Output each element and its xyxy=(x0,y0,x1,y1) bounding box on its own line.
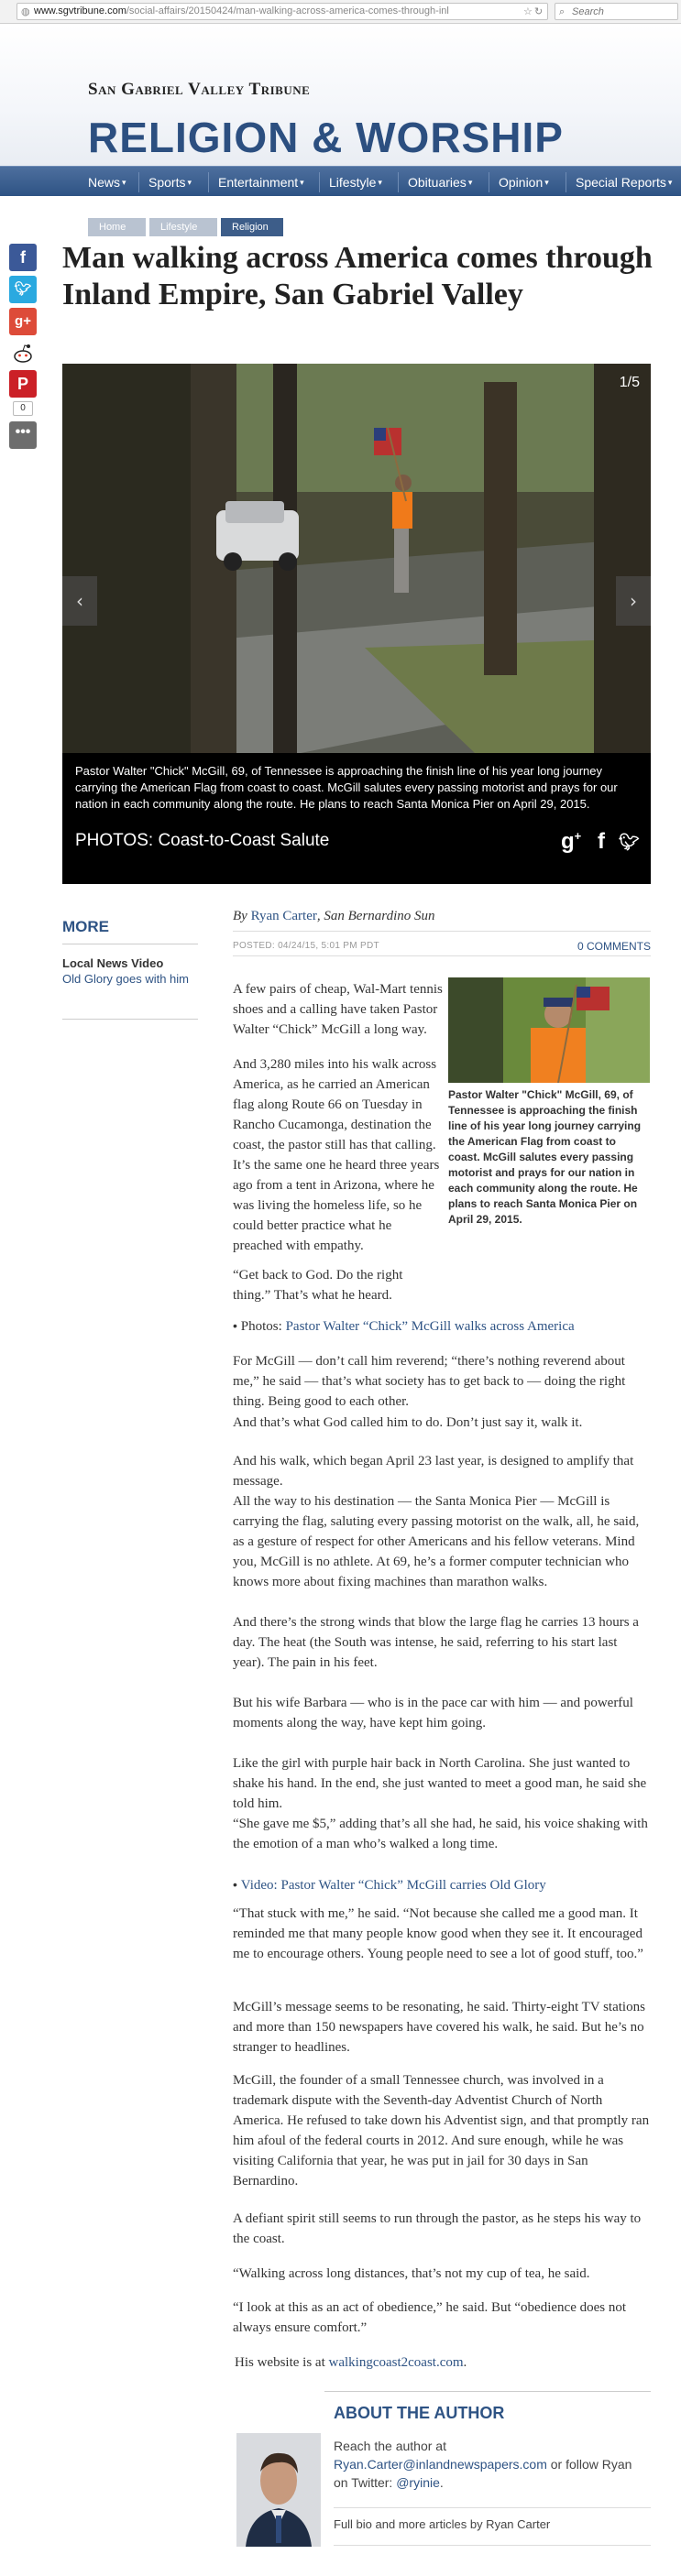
website-suffix: . xyxy=(463,2355,467,2370)
main-nav xyxy=(0,166,681,196)
divider xyxy=(334,2545,651,2546)
byline-prefix: By xyxy=(233,909,247,923)
author-follow-label: or follow Ryan on Twitter: xyxy=(334,2457,632,2490)
browser-search[interactable] xyxy=(555,3,678,20)
breadcrumb-religion[interactable]: Religion xyxy=(221,218,283,236)
nav-item-opinion[interactable]: Opinion ▾ xyxy=(499,175,549,190)
photos-link[interactable]: Pastor Walter “Chick” McGill walks across America xyxy=(285,1319,575,1334)
article-paragraph: For McGill — don’t call him reverend; “there’s nothing reverend about me,” he said — that’s what society has to get back to — doing the right thing. Being good to each other. xyxy=(233,1354,626,1409)
author-twitter-link[interactable]: @ryinie xyxy=(396,2475,440,2490)
photo-gallery xyxy=(62,364,651,884)
reload-icon[interactable]: ↻ xyxy=(534,5,544,17)
full-bio-link[interactable]: Full bio and more articles by Ryan Carter xyxy=(334,2517,551,2531)
article-paragraph: Like the girl with purple hair back in North Carolina. She just wanted to shake his hand. In the end, she just wanted to meet a good man, he said she told him. xyxy=(233,1756,647,1811)
gallery-photo[interactable] xyxy=(62,364,651,753)
breadcrumb-home[interactable]: Home xyxy=(88,218,146,236)
nav-divider xyxy=(138,172,139,192)
article-paragraph: “I look at this as an act of obedience,” he said. But “obedience does not always ensure comfort.” xyxy=(233,2300,627,2335)
nav-item-sports[interactable]: Sports ▾ xyxy=(148,175,192,190)
article-paragraph: All the way to his destination — the Santa Monica Pier — McGill is carrying the flag, saluting every passing motorist on the walk, all, he said, as a gesture of respect for other Americans and his fellow veterans. Mind you, McGill is no athlete. At 69, he’s a former computer technician who knows more about fixing machines than marathon walks. xyxy=(233,1494,640,1589)
nav-item-lifestyle[interactable]: Lifestyle ▾ xyxy=(329,175,382,190)
inline-photo-caption: Pastor Walter "Chick" McGill, 69, of Tennessee is approaching the finish line of his year long journey carrying the American Flag from coast to coast. McGill salutes every passing motorist and prays for our nation in each community along the route. He plans to reach Santa Monica Pier on April 29, 2015. xyxy=(448,1088,642,1226)
publication: , San Bernardino Sun xyxy=(316,909,435,923)
author-email-link[interactable]: Ryan.Carter@inlandnewspapers.com xyxy=(334,2457,547,2472)
nav-divider xyxy=(398,172,399,192)
gallery-counter: 1/5 xyxy=(619,375,640,390)
search-input[interactable] xyxy=(572,5,673,18)
pinterest-share-icon[interactable]: P xyxy=(9,370,37,398)
nav-divider xyxy=(208,172,209,192)
article-paragraph: A defiant spirit still seems to run through the pastor, as he steps his way to the coast. xyxy=(233,2211,642,2246)
facebook-share-icon[interactable]: f xyxy=(9,244,37,271)
share-count: 0 xyxy=(13,401,33,416)
nav-item-entertainment[interactable]: Entertainment ▾ xyxy=(218,175,304,190)
photos-prefix: Photos: xyxy=(240,1319,282,1334)
article-paragraph: And that’s what God called him to do. Don’t just say it, walk it. xyxy=(233,1415,583,1430)
nav-item-news[interactable]: News ▾ xyxy=(88,175,126,190)
article-paragraph: “Walking across long distances, that’s not my cup of tea, he said. xyxy=(233,2266,590,2281)
article-paragraph: McGill’s message seems to be resonating, he said. Thirty-eight TV stations and more than 150 newspapers have covered his walk, he said. But he’s no stranger to headlines. xyxy=(233,2000,645,2055)
article-paragraph: McGill, the founder of a small Tennessee church, was involved in a trademark dispute with the Seventh-day Adventist Church of North America. He refused to take down his Adventist sign, and that promptly ran him afoul of the federal courts in 2012. And sure enough, while he was visiting California that year, he was put in jail for 30 days in San Bernardino. xyxy=(233,2073,650,2189)
twitter-icon[interactable]: 🐦︎ xyxy=(619,833,640,851)
more-heading: MORE xyxy=(62,918,109,935)
facebook-icon[interactable]: f xyxy=(598,829,605,854)
googleplus-share-icon[interactable]: g+ xyxy=(9,308,37,335)
gallery-caption: Pastor Walter "Chick" McGill, 69, of Tennessee is approaching the finish line of his year long journey carrying the American Flag from coast to coast. McGill salutes every passing motorist and prays for our nation in each community along the route. He plans to reach Santa Monica Pier on April 29, 2015. xyxy=(75,764,618,811)
video-link[interactable]: Video: Pastor Walter “Chick” McGill carries Old Glory xyxy=(240,1878,546,1893)
article-paragraph: “Get back to God. Do the right thing.” That’s what he heard. xyxy=(233,1268,403,1303)
author-contact: Reach the author at Ryan.Carter@inlandnewspapers.com or follow Ryan on Twitter: @ryinie. xyxy=(334,2439,632,2490)
bookmark-star-icon[interactable]: ☆ xyxy=(523,5,533,17)
address-url[interactable]: www.sgvtribune.com/social-affairs/20150424/man-walking-across-america-comes-through-inl xyxy=(34,5,449,16)
divider xyxy=(62,1019,198,1020)
author-reach-label: Reach the author at xyxy=(334,2439,446,2453)
about-author-heading: ABOUT THE AUTHOR xyxy=(334,2404,505,2422)
inline-photo[interactable] xyxy=(448,977,650,1083)
search-icon: ⌕ xyxy=(559,5,566,17)
address-bar[interactable] xyxy=(16,3,548,20)
section-title[interactable]: RELIGION & WORSHIP xyxy=(88,114,564,161)
website-link[interactable]: walkingcoast2coast.com xyxy=(328,2355,464,2370)
posted-date: POSTED: 04/24/15, 5:01 PM PDT xyxy=(233,941,379,951)
article-paragraph: And 3,280 miles into his walk across America, as he carried an American flag along Route 66 on Tuesday in Rancho Cucamonga, destination the coast, the pastor still has that calling. It’s the same one he heard three years ago from a tent in Arizona, where he was living the homeless life, so he could better practice what he preached with empathy. xyxy=(233,1057,440,1253)
article-paragraph: A few pairs of cheap, Wal-Mart tennis shoes and a calling have taken Pastor Walter “Chick” McGill a long way. xyxy=(233,982,443,1037)
reddit-share-icon[interactable] xyxy=(9,340,37,367)
article-paragraph xyxy=(233,1874,651,1895)
article-paragraph: But his wife Barbara — who is in the pace car with him — and powerful moments along the way, have kept him going. xyxy=(233,1696,633,1730)
divider xyxy=(334,2507,651,2508)
more-share-icon[interactable]: ••• xyxy=(9,421,37,449)
article-paragraph xyxy=(235,2352,653,2373)
article-paragraph: “That stuck with me,” he said. “Not because she called me a good man. It reminded me that many people know good when they see it. It encouraged me to encourage others. Young people need to see a lot of good stuff, too.” xyxy=(233,1906,643,1961)
breadcrumb-lifestyle[interactable]: Lifestyle xyxy=(149,218,217,236)
article-paragraph xyxy=(233,1315,651,1337)
gallery-prev-button[interactable]: ‹ xyxy=(62,576,97,626)
more-label: Local News Video xyxy=(62,956,164,970)
byline xyxy=(233,909,434,924)
comments-link[interactable]: 0 COMMENTS xyxy=(577,940,651,953)
gallery-title[interactable]: PHOTOS: Coast-to-Coast Salute xyxy=(75,831,330,850)
bullet: • xyxy=(233,1877,241,1892)
nav-item-obituaries[interactable]: Obituaries ▾ xyxy=(408,175,472,190)
article-paragraph: “She gave me $5,” adding that’s all she had, he said, his voice shaking with the emotion of a man who’s walked a long time. xyxy=(233,1817,648,1851)
website-prefix: His website is at xyxy=(235,2355,325,2370)
nav-item-special-reports[interactable]: Special Reports ▾ xyxy=(576,175,672,190)
globe-icon: ◍ xyxy=(21,5,30,17)
twitter-share-icon[interactable]: 🐦︎ xyxy=(9,276,37,303)
masthead-logo[interactable]: San Gabriel Valley Tribune xyxy=(88,80,311,99)
divider xyxy=(324,2391,651,2392)
article-paragraph: And his walk, which began April 23 last year, is designed to amplify that message. xyxy=(233,1454,634,1489)
article-headline: Man walking across America comes through Inland Empire, San Gabriel Valley xyxy=(62,241,653,311)
divider xyxy=(233,931,651,932)
author-link[interactable]: Ryan Carter xyxy=(250,909,317,923)
googleplus-icon[interactable]: g+ xyxy=(561,829,582,854)
site-header xyxy=(0,25,681,166)
nav-divider xyxy=(319,172,320,192)
bullet: • xyxy=(233,1318,241,1333)
gallery-next-button[interactable]: › xyxy=(616,576,651,626)
more-link[interactable]: Old Glory goes with him xyxy=(62,972,189,986)
article-paragraph: And there’s the strong winds that blow the large flag he carries 13 hours a day. The heat (the South was intense, he said, referring to his start last year). The pain in his feet. xyxy=(233,1615,639,1670)
author-avatar[interactable] xyxy=(236,2433,321,2547)
browser-toolbar xyxy=(0,0,681,24)
divider xyxy=(233,955,651,956)
